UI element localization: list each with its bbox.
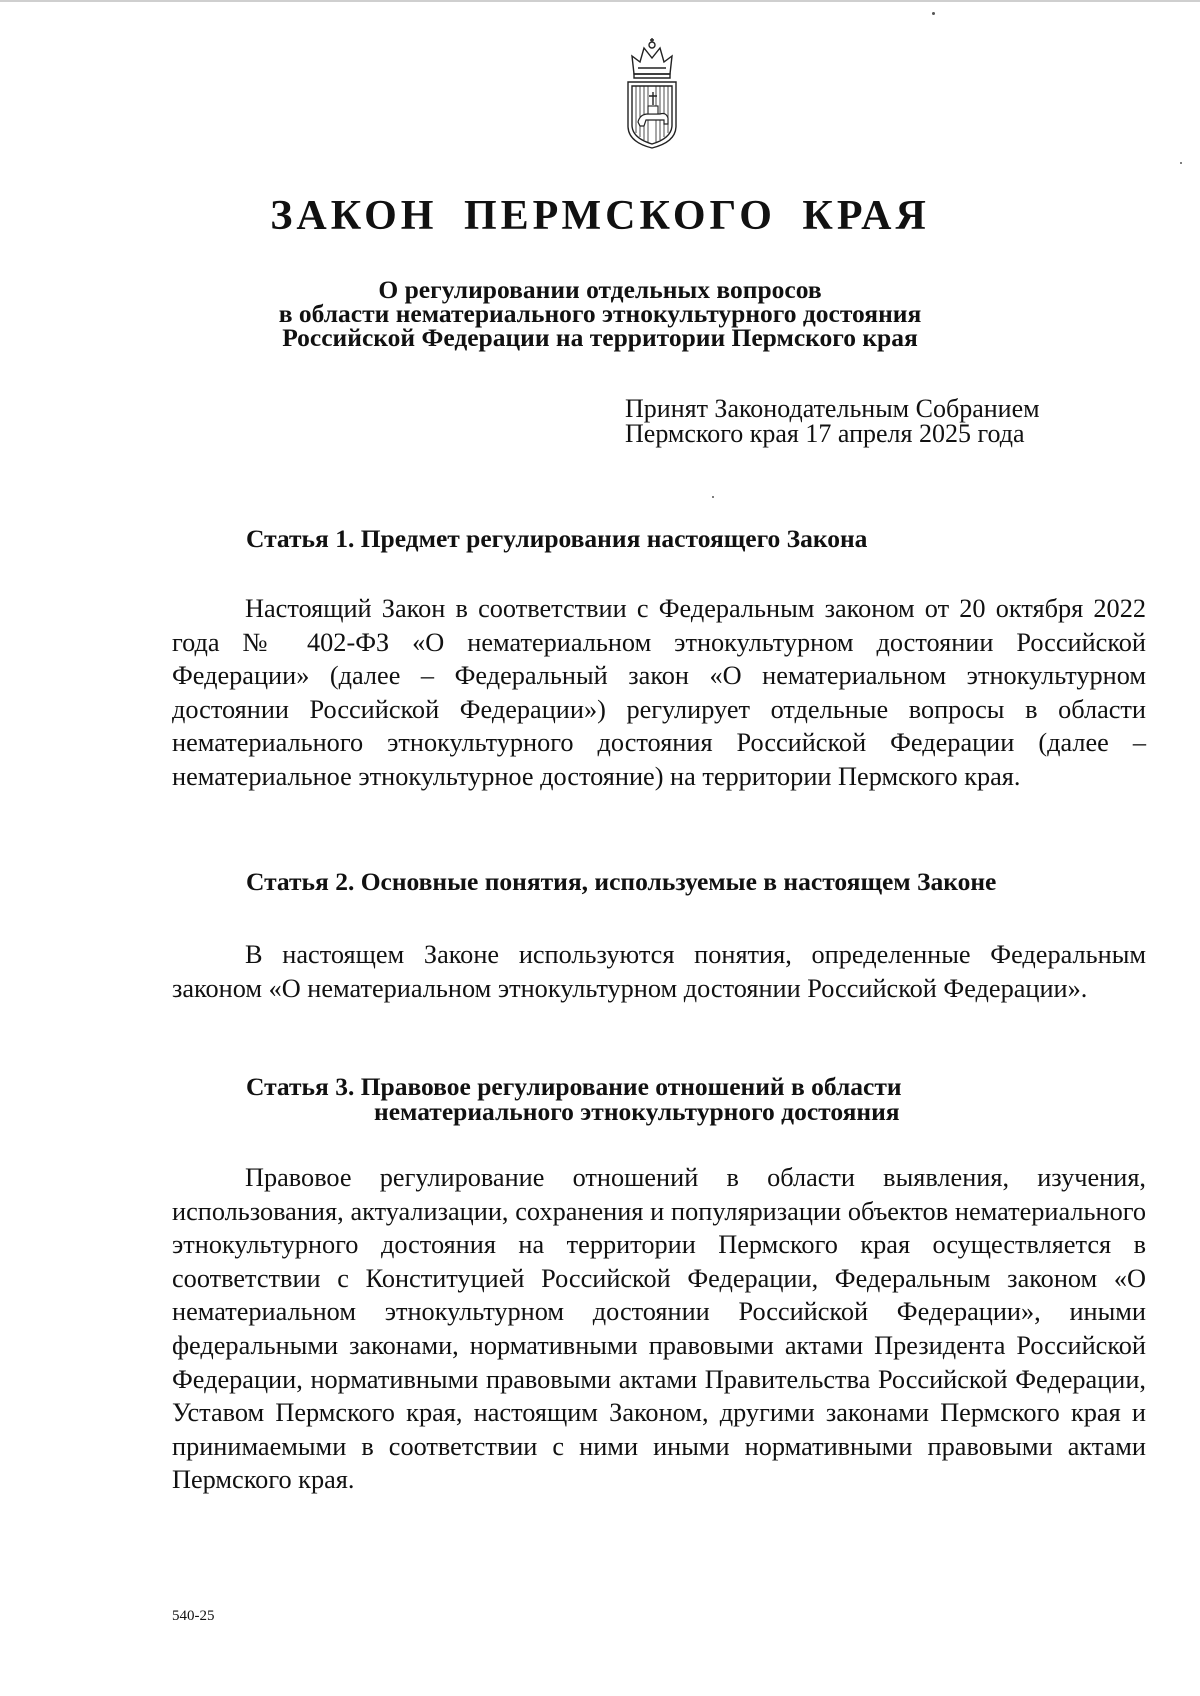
- article-1-heading: [246, 526, 867, 551]
- adoption-line: Принят Законодательным Собранием: [625, 394, 1040, 423]
- article-heading-line: Статья 2. Основные понятия, используемые в настоящем Законе: [246, 867, 997, 896]
- subtitle-line: Российской Федерации на территории Пермского края: [282, 323, 918, 352]
- article-heading-line: нематериального этнокультурного достояния: [374, 1097, 900, 1126]
- scan-edge: [0, 0, 1200, 2]
- document-subtitle: [0, 275, 1200, 352]
- subtitle-line: О регулировании отдельных вопросов: [378, 275, 822, 304]
- article-heading-line: Статья 3. Правовое регулирование отношений в области: [246, 1072, 902, 1101]
- subtitle-line: в области нематериального этнокультурного достояния: [278, 299, 922, 328]
- perm-krai-coat-of-arms-icon: [622, 38, 682, 150]
- scan-speck: [712, 496, 714, 498]
- article-heading-line: Статья 1. Предмет регулирования настоящего Закона: [246, 524, 868, 553]
- article-1-text: Настоящий Закон в соответствии с Федеральным законом от 20 октября 2022 года № 402-ФЗ «О нематериальном этнокультурном достоянии Российской Федерации» (далее – Федеральный закон «О нематериальном этнокультурном достоянии Российской Федерации») регулирует отдельные вопросы в области нематериального этнокультурного достояния Российской Федерации (далее – нематериальное этнокультурное достояние) на территории Пермского края.: [172, 594, 1146, 791]
- adoption-note: [625, 396, 1145, 446]
- article-3-heading: [246, 1074, 902, 1124]
- scan-speck: [1180, 162, 1182, 164]
- article-2-heading: [246, 869, 996, 894]
- article-3-text: Правовое регулирование отношений в области выявления, изучения, использования, актуализации, сохранения и популяризации объектов нематериального этнокультурного достояния на территории Пермского края осуществляется в соответствии с Конституцией Российской Федерации, Федеральным законом «О нематериальном этнокультурном достоянии Российской Федерации», иными федеральными законами, нормативными правовыми актами Президента Российской Федерации, нормативными правовыми актами Правительства Российской Федерации, Уставом Пермского края, настоящим Законом, другими законами Пермского края и принимаемыми в соответствии с ними иными нормативными правовыми актами Пермского края.: [172, 1163, 1146, 1495]
- document-title: ЗАКОН ПЕРМСКОГО КРАЯ: [270, 193, 930, 239]
- document-code: 540-25: [172, 1608, 215, 1624]
- article-2-text: В настоящем Законе используются понятия, определенные Федеральным законом «О нематериальном этнокультурном достоянии Российской Федерации».: [172, 940, 1146, 1003]
- adoption-line: Пермского края 17 апреля 2025 года: [625, 419, 1025, 448]
- scan-speck: [932, 12, 935, 15]
